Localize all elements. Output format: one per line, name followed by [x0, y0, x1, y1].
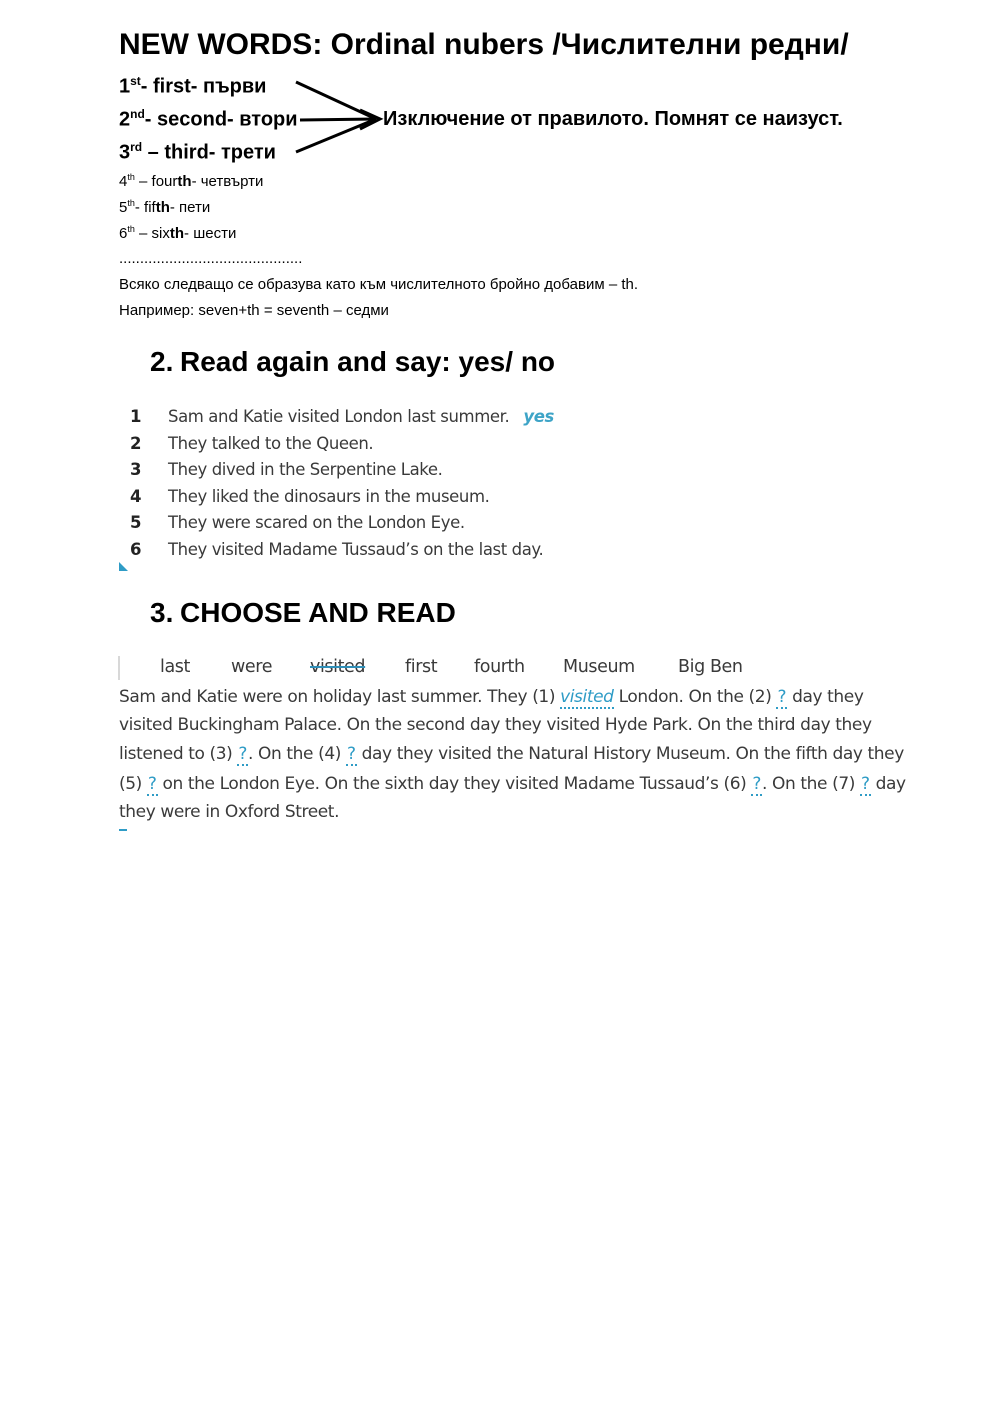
- passage-text: listened to (3): [119, 744, 238, 764]
- ordinal-number: 2: [119, 108, 131, 131]
- ordinal-suffix: th: [127, 198, 135, 208]
- gap-7[interactable]: ?: [861, 774, 870, 794]
- ordinal-sixth: [119, 224, 236, 242]
- ordinal-suffix: th: [127, 172, 135, 182]
- section-title: Read again and say: yes/ no: [180, 346, 556, 377]
- section-number: 3.: [150, 597, 174, 628]
- passage-line-4: [119, 774, 906, 794]
- ordinal-text: – third- трети: [142, 141, 276, 164]
- gap-5[interactable]: ?: [147, 774, 157, 794]
- ordinal-number: 4: [119, 173, 128, 190]
- ordinal-word: – six: [134, 225, 170, 242]
- passage-text: (5): [119, 774, 147, 794]
- ordinal-number: 5: [119, 199, 128, 216]
- passage-line-5: [119, 802, 339, 822]
- word-first[interactable]: first: [405, 657, 438, 677]
- word-visited-used[interactable]: visited: [310, 657, 366, 677]
- ordinal-number: 3: [119, 141, 131, 164]
- gap-3[interactable]: ?: [238, 744, 248, 764]
- statement-number: 3: [130, 460, 142, 479]
- ordinal-translation: - четвърти: [191, 173, 264, 190]
- passage-text: day they: [787, 687, 864, 707]
- ordinal-th: th: [177, 173, 192, 190]
- page-title: NEW WORDS: Ordinal nubers /Числителни редни/: [119, 28, 849, 61]
- statement-text-wrap: [168, 407, 554, 426]
- ordinal-third: [119, 140, 276, 165]
- dotted-line: ............................................: [119, 250, 303, 267]
- passage-text: visited Buckingham Palace. On the second day they visited Hyde Park. On the third day they: [119, 715, 872, 735]
- statement-text: They liked the dinosaurs in the museum.: [168, 487, 490, 506]
- ordinal-th: th: [169, 225, 185, 242]
- statement-3: [130, 460, 730, 482]
- arrow-line-top: [296, 82, 376, 119]
- example-text: Например: seven+th = seventh – седми: [119, 302, 389, 319]
- passage-text: London. On the (2): [613, 687, 777, 707]
- ordinal-translation: - шести: [184, 225, 237, 242]
- statement-text: They talked to the Queen.: [168, 434, 374, 453]
- gap-2[interactable]: ?: [777, 687, 787, 707]
- rule-text: Всяко следващо се образува като към числителното бройно добавим – th.: [119, 276, 639, 293]
- word-big-ben[interactable]: Big Ben: [678, 657, 743, 677]
- statement-5: [130, 513, 730, 535]
- passage-text: day they visited the Natural History Museum. On the fifth day they: [356, 744, 904, 764]
- ordinal-th: th: [155, 199, 170, 216]
- statement-text: They were scared on the London Eye.: [168, 513, 465, 532]
- exception-note: Изключение от правилото. Помнят се наизуст.: [383, 108, 843, 130]
- statement-number: 4: [130, 487, 142, 506]
- ordinal-suffix: nd: [130, 107, 145, 121]
- passage-text: Sam and Katie were on holiday last summer. They (1): [119, 687, 561, 707]
- passage-text: day: [870, 774, 906, 794]
- passage-line-1: [119, 687, 864, 707]
- word-fourth[interactable]: fourth: [474, 657, 525, 677]
- ordinal-text: - second- втори: [144, 108, 298, 131]
- statement-2: [130, 434, 730, 456]
- arrow-line-middle: [300, 119, 376, 120]
- arrow-line-bottom: [296, 119, 376, 152]
- ordinal-first: [119, 74, 266, 99]
- statement-4: [130, 487, 730, 509]
- word-were[interactable]: were: [231, 657, 273, 677]
- statement-text: Sam and Katie visited London last summer.: [168, 407, 510, 426]
- ordinal-word: - fif: [134, 199, 156, 216]
- exception-arrows: [290, 76, 385, 158]
- ordinal-second: [119, 107, 298, 132]
- ordinal-fourth: [119, 172, 263, 190]
- section-number: 2.: [150, 346, 174, 377]
- answer-yes[interactable]: yes: [523, 407, 554, 426]
- passage-line-2: [119, 715, 872, 735]
- statement-number: 2: [130, 434, 142, 453]
- ordinal-suffix: rd: [130, 140, 143, 154]
- section-3-heading: [150, 597, 456, 629]
- passage-line-3: [119, 744, 904, 764]
- ordinal-text: - first- първи: [140, 75, 267, 98]
- ordinal-suffix: st: [130, 74, 141, 88]
- word-bank: [0, 657, 1000, 679]
- ordinal-number: 1: [119, 75, 131, 98]
- word-last[interactable]: last: [160, 657, 190, 677]
- word-museum[interactable]: Museum: [563, 657, 635, 677]
- passage-text: they were in Oxford Street.: [119, 802, 340, 822]
- statement-text: They dived in the Serpentine Lake.: [168, 460, 443, 479]
- statement-1: [130, 407, 730, 429]
- statement-6: [130, 540, 730, 562]
- section-title: CHOOSE AND READ: [180, 597, 456, 628]
- statement-number: 6: [130, 540, 142, 559]
- scan-edge-mark: [119, 829, 127, 831]
- ordinal-number: 6: [119, 225, 128, 242]
- passage-text: on the London Eye. On the sixth day they visited Madame Tussaud’s (6): [157, 774, 752, 794]
- statement-number: 5: [130, 513, 142, 532]
- statement-text: They visited Madame Tussaud’s on the last day.: [168, 540, 544, 559]
- section-2-heading: [150, 346, 555, 378]
- ordinal-word: – four: [134, 173, 178, 190]
- passage-text: . On the (7): [762, 774, 860, 794]
- gap-6[interactable]: ?: [752, 774, 762, 794]
- passage-text: . On the (4): [248, 744, 347, 764]
- ordinal-fifth: [119, 198, 210, 216]
- gap-1-filled[interactable]: visited: [560, 687, 614, 707]
- ordinal-suffix: th: [127, 224, 135, 234]
- gap-4[interactable]: ?: [347, 744, 356, 764]
- corner-marker-icon: [119, 562, 128, 571]
- statement-number: 1: [130, 407, 142, 426]
- ordinal-translation: - пети: [169, 199, 211, 216]
